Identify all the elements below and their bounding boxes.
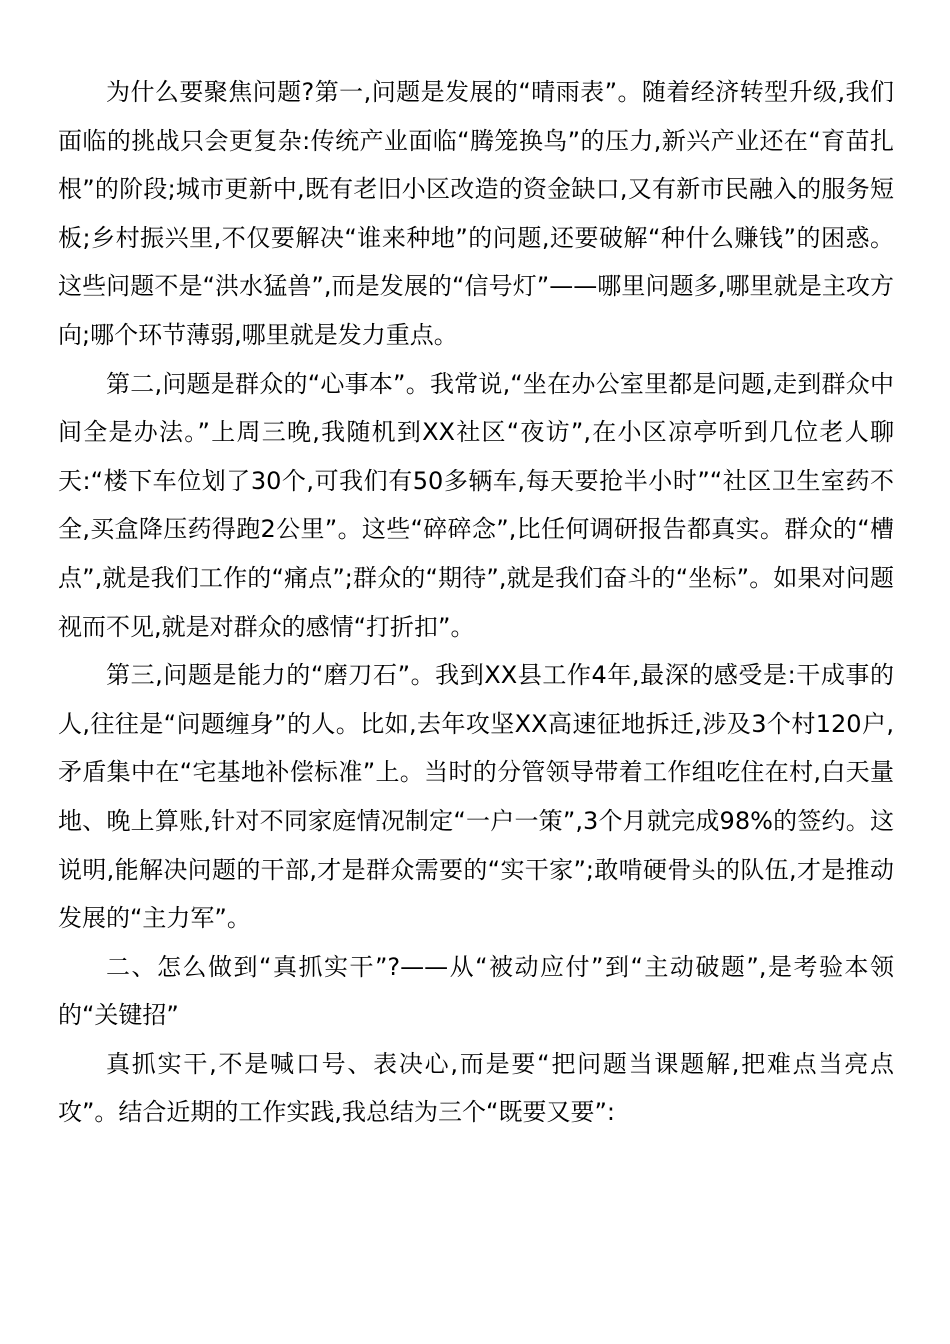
section-heading-two: 二、怎么做到“真抓实干”?——从“被动应付”到“主动破题”,是考验本领的“关键招”	[58, 952, 894, 1030]
paragraph-why-focus-on-problems: 为什么要聚焦问题?第一,问题是发展的“晴雨表”。随着经济转型升级,我们面临的挑战只会更复杂:传统产业面临“腾笼换鸟”的压力,新兴产业还在“育苗扎根”的阶段;城市更新中,既有老旧小区改造的资金缺口,又有新市民融入的服务短板;乡村振兴里,不仅要解决“谁来种地”的问题,还要破解“种什么赚钱”的困惑。这些问题不是“洪水猛兽”,而是发展的“信号灯”——哪里问题多,哪里就是主攻方向;哪个环节薄弱,哪里就是发力重点。	[58, 78, 894, 349]
paragraph-third-point: 第三,问题是能力的“磨刀石”。我到XX县工作4年,最深的感受是:干成事的人,往往是“问题缠身”的人。比如,去年攻坚XX高速征地拆迁,涉及3个村120户,矛盾集中在“宅基地补偿标准”上。当时的分管领导带着工作组吃住在村,白天量地、晚上算账,针对不同家庭情况制定“一户一策”,3个月就完成98%的签约。这说明,能解决问题的干部,才是群众需要的“实干家”;敢啃硬骨头的队伍,才是推动发展的“主力军”。	[58, 661, 894, 933]
paragraph-second-point: 第二,问题是群众的“心事本”。我常说,“坐在办公室里都是问题,走到群众中间全是办法。”上周三晚,我随机到XX社区“夜访”,在小区凉亭听到几位老人聊天:“楼下车位划了30个,可我们有50多辆车,每天要抢半小时”“社区卫生室药不全,买盒降压药得跑2公里”。这些“碎碎念”,比任何调研报告都真实。群众的“槽点”,就是我们工作的“痛点”;群众的“期待”,就是我们奋斗的“坐标”。如果对问题视而不见,就是对群众的感情“打折扣”。	[58, 369, 894, 641]
paragraph-practical-work: 真抓实干,不是喊口号、表决心,而是要“把问题当课题解,把难点当亮点攻”。结合近期的工作实践,我总结为三个“既要又要”:	[58, 1049, 894, 1127]
document-page	[58, 68, 894, 1137]
